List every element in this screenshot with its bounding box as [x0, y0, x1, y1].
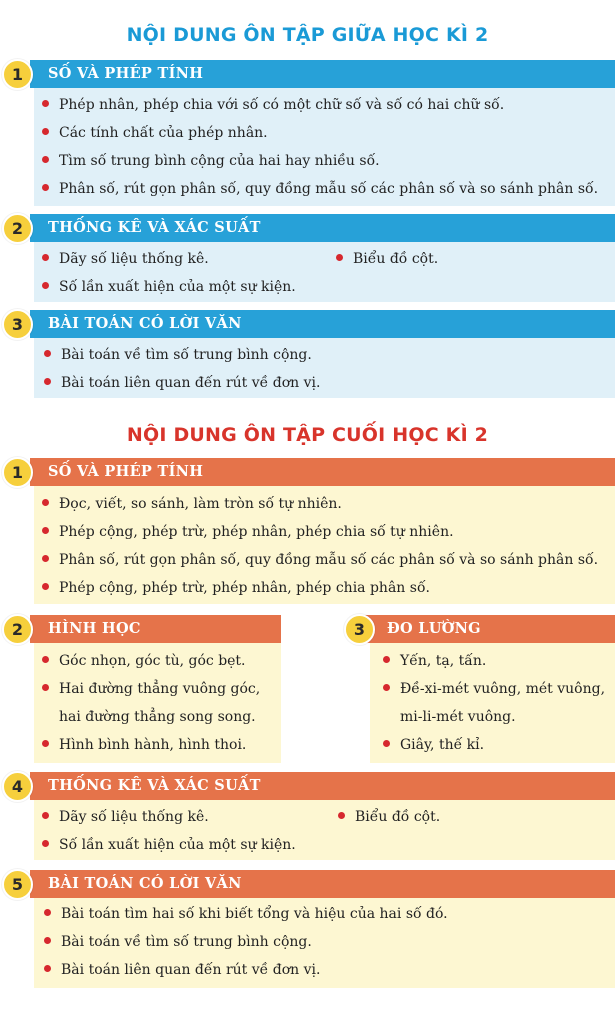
bullet-icon: [44, 937, 51, 944]
final-s5-number-badge: 5: [2, 869, 33, 900]
final-s3-number-badge: 3: [344, 614, 375, 645]
list-item: Số lần xuất hiện của một sự kiện.: [42, 278, 296, 296]
bullet-icon: [383, 740, 390, 747]
mid-s1-header: SỐ VÀ PHÉP TÍNH: [30, 60, 615, 88]
bullet-icon: [44, 909, 51, 916]
final-s4-number-badge: 4: [2, 771, 33, 802]
bullet-icon: [42, 656, 49, 663]
list-item: Phép cộng, phép trừ, phép nhân, phép chia số tự nhiên.: [42, 523, 454, 541]
final-term-title: NỘI DUNG ÔN TẬP CUỐI HỌC KÌ 2: [126, 424, 489, 446]
bullet-icon: [42, 128, 49, 135]
bullet-icon: [44, 965, 51, 972]
list-item: Hình bình hành, hình thoi.: [42, 736, 246, 754]
list-item: Yến, tạ, tấn.: [383, 652, 486, 670]
bullet-icon: [44, 350, 51, 357]
list-item: Phân số, rút gọn phân số, quy đồng mẫu số các phân số và so sánh phân số.: [42, 180, 598, 198]
bullet-icon: [42, 684, 49, 691]
bullet-icon: [42, 254, 49, 261]
mid-s3-header: BÀI TOÁN CÓ LỜI VĂN: [30, 310, 615, 338]
mid-s1-number-badge: 1: [2, 59, 33, 90]
bullet-icon: [42, 812, 49, 819]
list-item: Các tính chất của phép nhân.: [42, 124, 268, 142]
final-s4-header: THỐNG KÊ VÀ XÁC SUẤT: [30, 772, 615, 800]
bullet-icon: [42, 527, 49, 534]
list-item: Đề-xi-mét vuông, mét vuông,: [383, 680, 605, 698]
list-item: Giây, thế kỉ.: [383, 736, 484, 754]
list-item: Biểu đồ cột.: [338, 808, 440, 826]
list-item: Phép nhân, phép chia với số có một chữ số và số có hai chữ số.: [42, 96, 504, 114]
bullet-icon: [338, 812, 345, 819]
list-item-continuation: mi-li-mét vuông.: [400, 709, 516, 725]
list-item: Tìm số trung bình cộng của hai hay nhiều số.: [42, 152, 380, 170]
list-item: Phân số, rút gọn phân số, quy đồng mẫu số các phân số và so sánh phân số.: [42, 551, 598, 569]
bullet-icon: [42, 282, 49, 289]
mid-term-title: NỘI DUNG ÔN TẬP GIỮA HỌC KÌ 2: [126, 24, 489, 46]
list-item: Bài toán tìm hai số khi biết tổng và hiệu của hai số đó.: [44, 905, 448, 923]
bullet-icon: [42, 555, 49, 562]
mid-s2-number-badge: 2: [2, 213, 33, 244]
list-item: Biểu đồ cột.: [336, 250, 438, 268]
list-item: Phép cộng, phép trừ, phép nhân, phép chia phân số.: [42, 579, 430, 597]
mid-s3-number-badge: 3: [2, 309, 33, 340]
final-s1-number-badge: 1: [2, 457, 33, 488]
bullet-icon: [383, 656, 390, 663]
list-item: Dãy số liệu thống kê.: [42, 250, 209, 268]
list-item: Bài toán liên quan đến rút về đơn vị.: [44, 374, 320, 392]
final-s2-header: HÌNH HỌC: [30, 615, 281, 643]
bullet-icon: [42, 184, 49, 191]
list-item: Bài toán về tìm số trung bình cộng.: [44, 933, 312, 951]
bullet-icon: [42, 100, 49, 107]
bullet-icon: [42, 583, 49, 590]
bullet-icon: [42, 740, 49, 747]
list-item: Đọc, viết, so sánh, làm tròn số tự nhiên.: [42, 495, 342, 513]
list-item: Số lần xuất hiện của một sự kiện.: [42, 836, 296, 854]
bullet-icon: [44, 378, 51, 385]
final-s2-number-badge: 2: [2, 614, 33, 645]
bullet-icon: [336, 254, 343, 261]
bullet-icon: [42, 840, 49, 847]
bullet-icon: [42, 499, 49, 506]
list-item: Bài toán về tìm số trung bình cộng.: [44, 346, 312, 364]
list-item-continuation: hai đường thẳng song song.: [59, 709, 256, 725]
list-item: Hai đường thẳng vuông góc,: [42, 680, 260, 698]
bullet-icon: [42, 156, 49, 163]
list-item: Dãy số liệu thống kê.: [42, 808, 209, 826]
final-s1-header: SỐ VÀ PHÉP TÍNH: [30, 458, 615, 486]
list-item: Góc nhọn, góc tù, góc bẹt.: [42, 652, 246, 670]
final-s3-header: ĐO LƯỜNG: [365, 615, 615, 643]
list-item: Bài toán liên quan đến rút về đơn vị.: [44, 961, 320, 979]
bullet-icon: [383, 684, 390, 691]
final-s5-header: BÀI TOÁN CÓ LỜI VĂN: [30, 870, 615, 898]
mid-s2-header: THỐNG KÊ VÀ XÁC SUẤT: [30, 214, 615, 242]
